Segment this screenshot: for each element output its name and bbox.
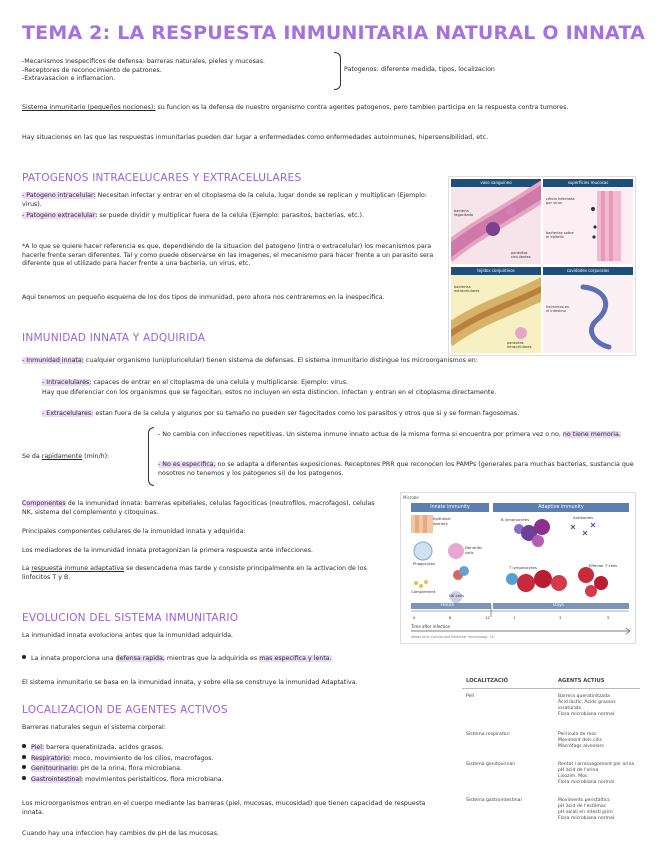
not-specific-text: no se adapta a diferentes exposiciones. Receptores PRR que reconocen los PAMPs (generales para muchas bacterias, sustancia que nosotros no tenemos y los patogenos si) de los patogenos. xyxy=(158,461,634,477)
intro-item: -Extravasacion e inflamacion. xyxy=(22,75,116,83)
panel-label: bacterias sobre el epitelio xyxy=(546,231,574,239)
bullet-dot xyxy=(22,744,26,748)
figure-label: Dendritic cells xyxy=(465,545,483,555)
figure-panel-mucosa xyxy=(543,179,633,264)
not-specific-line xyxy=(158,461,636,478)
tick: 0 xyxy=(413,615,416,620)
evolution-paragraph: La inmunidad innata evoluciona antes que la inmunidad adquirida. xyxy=(22,632,234,639)
time-axis-label: Time after infection xyxy=(411,624,451,629)
figure-label: Phagocytes xyxy=(413,561,435,566)
panel-label: bacteria fagocitada xyxy=(454,209,474,217)
panel-label: célula infectada por virus xyxy=(546,197,575,205)
extracellular-line xyxy=(42,410,612,419)
pathogen-extra-text: se puede dividir y multiplicar fuera de la celula (Ejemplo: parasitos, bacterias, etc.). xyxy=(97,212,365,219)
agent: Flora microbiana normal xyxy=(558,712,615,717)
ph-paragraph: Cuando hay una infeccion hay cambios de pH de las mucosas. xyxy=(22,830,220,837)
bullet-dot xyxy=(22,776,26,780)
intracellular-text: capaces de entrar en el citoplasma de una celula y multiplicarse. Ejemplo: virus. xyxy=(91,379,348,386)
intro-item: -Mecanismos inespecíficos de defensa: barreras naturales, pieles y mucosas. xyxy=(22,58,265,65)
intro-list xyxy=(22,58,337,84)
barriers-list xyxy=(22,744,442,784)
agent: Flora microbiana normal xyxy=(558,780,615,785)
barrier-text: pH de la orina, flora microbiana. xyxy=(78,765,182,773)
panel-label: bacterias extracelulares xyxy=(454,285,480,293)
entry-paragraph: Los microorganismos entran en el cuerpo mediante las barreras (piel, mucosas, mucosidad) que tienen capacidad de respuesta innata. xyxy=(22,800,426,816)
figure-label: B lymphocytes xyxy=(501,517,530,522)
panel-label: helmintos en el intestino xyxy=(546,305,570,313)
hours-label: Hours xyxy=(441,603,454,608)
barrier-label: Genitourinario: xyxy=(31,765,79,773)
barrier-text: movimientos peristalticos, flora microbiana. xyxy=(83,775,224,783)
barrier-table xyxy=(462,676,640,826)
intracellular-detail: Hay que diferenciar con los organismos que se fagocitan, estos no incluyen en esta distincion. Infectan y entran en el citoplasma directamente. xyxy=(42,389,497,396)
table-cell-location: Sistema respiratori xyxy=(466,732,510,737)
agent: Barrera queratinitzada xyxy=(558,694,610,699)
evo-highlight-1: defensa rapida, xyxy=(115,655,165,662)
agent: Moviments peristàltics xyxy=(558,798,610,803)
evo-mid: mientras que la adquirida es xyxy=(164,655,260,662)
intro-p1-text: su funcion es la defensa de nuestro organismo contra agentes patogenos, pero tambien participa en la respuesta contra tumores. xyxy=(155,104,569,111)
main-components: Principales componentes celulares de la inmunidad innata y adquirida: xyxy=(22,528,246,535)
evo-highlight-2: mas especifica y lenta. xyxy=(259,655,332,662)
panel-title: cavidades corporales xyxy=(543,267,633,275)
section-heading-evolution: EVOLUCION DEL SISTEMA INMUNITARIO xyxy=(22,612,239,624)
table-header: LOCALITZACIÓ xyxy=(466,678,509,684)
barrier-item xyxy=(22,744,442,753)
tick: 5 xyxy=(607,615,610,620)
figure-panel-blood-vessel xyxy=(451,179,541,264)
barrier-item xyxy=(22,765,442,774)
agent: pH àcid de l'orina xyxy=(558,768,599,773)
agent: pH alcalí en intestí prim xyxy=(558,810,613,815)
adaptive-paragraph xyxy=(22,565,392,582)
barrier-label: Gastrointestinal: xyxy=(31,775,84,783)
panel-label: parásitos intracelulares xyxy=(507,341,532,349)
pathogen-location-figure xyxy=(448,176,636,356)
rapid-word: rapidamente xyxy=(41,453,83,460)
agent: Flora microbiana normal xyxy=(558,816,615,821)
section-heading-immunity: INMUNIDAD INNATA Y ADQUIRIDA xyxy=(22,332,206,344)
table-cell-agents xyxy=(558,762,640,786)
figure-panel-connective-tissue xyxy=(451,267,541,353)
bullet-dot xyxy=(22,755,26,759)
rapid-pre: Se da xyxy=(22,453,42,460)
bullet-dot xyxy=(22,655,26,659)
intro-p1-label: Sistema inmunitario (pequeños nociones): xyxy=(22,104,156,111)
extracellular-text: estan fuera de la celula y algunos por su tamaño no pueden ser fagocitados como los parasitos y otros que si y se forman fagosomas. xyxy=(93,410,520,417)
tick: 1 xyxy=(513,615,516,620)
table-cell-location: Sistema gastrointestinal xyxy=(466,798,522,803)
agent: Pel·lícula de moc xyxy=(558,732,597,737)
section-heading-location: LOCALIZACION DE AGENTES ACTIVOS xyxy=(22,704,228,716)
no-memory-text: - No cambia con infecciones repetitivas. Un sistema inmune innato actua de la misma forma si encuentra por primera vez o no, xyxy=(158,431,563,438)
figure-label: Antibodies xyxy=(573,515,594,520)
pathogen-extra-label: - Patogeno extracelular: xyxy=(22,212,98,219)
rapid-post: (min/h): xyxy=(82,453,110,460)
adaptive-pre: La xyxy=(22,565,32,572)
mediators-paragraph: Los mediadores de la inmunidad innata protagonizan la primera respuesta ante infecciones. xyxy=(22,547,314,554)
tick: 3 xyxy=(559,615,562,620)
barrier-item xyxy=(22,755,442,764)
innate-header: Innate immunity xyxy=(411,503,489,512)
components-paragraph xyxy=(22,500,387,517)
evolution-paragraph-2: El sistema inmunitario se basa en la inmunidad innata, y sobre ella se construye la inmunidad Adaptativa. xyxy=(22,679,358,686)
pathogen-intra-label: - Patogeno intracelular: xyxy=(22,192,96,199)
figure-label: NK cells xyxy=(449,593,465,598)
barrier-item xyxy=(22,776,442,785)
table-cell-agents xyxy=(558,732,640,750)
section-heading-pathogens: PATOGENOS INTRACELUCARES Y EXTRACELULARES xyxy=(22,172,302,184)
figure-label: Effector T cells xyxy=(589,563,618,568)
components-text: de la inmunidad innata: barreras epiteliales, celulas fagociticas (neutrofilos, macrofagos), celulas NK, sistema del complemento y citoquinas. xyxy=(22,500,375,516)
pathogen-intracellular xyxy=(22,192,440,209)
intro-paragraph-2: Hay situaciones en las que las respuestas inmunitarias pueden dar lugar a enfermedades como enfermedades autoinmunes, hipersensibilidad, etc. xyxy=(22,134,489,141)
intro-item: -Receptores de reconocimiento de patrones. xyxy=(22,66,162,74)
pathogen-intra-text: Necesitan infectar y entrar en el citoplasma de la celula, lugar donde se replican y multiplican (Ejemplo: virus). xyxy=(22,192,428,208)
adaptive-post: se desencadena mas tarde y consiste principalmente en la activacion de los linfocitos T y B. xyxy=(22,565,367,581)
adaptive-underlined: respuesta inmune adaptativa xyxy=(31,565,125,572)
figure-label: T lymphocytes xyxy=(509,565,537,570)
agent: pH àcid de l'estómac xyxy=(558,804,607,809)
barrier-text: barrera queratinizada, acidos grasos. xyxy=(44,744,164,751)
evo-pre: La innata proporciona una xyxy=(31,655,116,662)
immunity-timeline-figure xyxy=(400,492,636,644)
tick: 12 xyxy=(485,615,490,620)
brace xyxy=(334,52,341,90)
barrier-label: Respiratorio: xyxy=(31,754,72,762)
components-label: Componentes xyxy=(22,500,66,507)
days-label: Days xyxy=(553,603,564,608)
brace-note: Patogenos: diferente medida, tipos, localizacion xyxy=(344,66,495,73)
panel-title: tejidos conjuntivos xyxy=(451,267,541,275)
agent: Moviment dels cilis xyxy=(558,738,602,743)
table-header: AGENTS ACTIUS xyxy=(558,678,605,684)
brace xyxy=(148,427,154,486)
rapid-label xyxy=(22,453,109,462)
extracellular-label: - Extracelulares: xyxy=(42,410,94,417)
intracellular-label: - Intracelulares: xyxy=(42,379,92,386)
tick: 6 xyxy=(449,615,452,620)
agent: Macròfags alveolars xyxy=(558,744,604,749)
intracellular-line xyxy=(42,379,632,388)
intro-paragraph-1 xyxy=(22,104,612,113)
bullet-dot xyxy=(22,765,26,769)
innate-label: - Inmunidad innata: xyxy=(22,357,84,364)
figure-label: Complement xyxy=(411,589,436,594)
pathogen-extracellular xyxy=(22,212,440,221)
evolution-bullet xyxy=(22,655,452,664)
table-cell-agents xyxy=(558,798,640,822)
innate-immunity-line xyxy=(22,357,622,366)
agent: Rentat i arrossegament per orina xyxy=(558,762,635,767)
panel-title: vaso sanguíneo xyxy=(451,179,541,187)
adaptive-header: Adaptive immunity xyxy=(493,503,629,512)
pathogen-note: *A lo que se quiere hacer referencia es que, dependiendo de la situacion del patogeno (intra o extracelular) los mecanismos para hacerle frente seran diferentes. Tal y como puede observarse en las imagenes, el mecanismo para hacer frente a un parasito sera diferente que el utilizado para hacer frente a una bacteria, un virus, etc. xyxy=(22,243,434,268)
no-memory-highlight: no tiene memoria. xyxy=(562,431,621,438)
panel-title: superficies mucosas xyxy=(543,179,633,187)
figure-tag: Microbe xyxy=(403,495,419,500)
agent: Àcid làctic, Àcids grassos insaturats xyxy=(558,700,616,711)
not-specific-label: - No es especifica, xyxy=(158,461,216,468)
table-cell-location: Sistema genitourinari xyxy=(466,762,516,767)
barrier-text: moco, movimiento de los cilios, macrofagos. xyxy=(71,754,214,762)
table-cell-agents xyxy=(558,694,640,718)
barriers-intro: Barreras naturales segun el sistema corporal: xyxy=(22,724,166,731)
panel-label: parásitos circulantes xyxy=(511,251,531,259)
figure-credit: Abbas et al: Cellular and Molecular Immunology, 7e. xyxy=(411,635,495,639)
no-memory-line xyxy=(158,431,636,440)
page-title: TEMA 2: LA RESPUESTA INMUNITARIA NATURAL O INNATA xyxy=(22,22,646,44)
figure-panel-body-cavity xyxy=(543,267,633,353)
barrier-label: Piel: xyxy=(31,744,45,751)
figure-label: Epithelial barriers xyxy=(433,516,451,526)
innate-text: cualquier organismo (uni/pluricelular) tienen sistema de defensas. El sistema inmunitario distingue los microorganismos en: xyxy=(83,357,478,364)
table-cell-location: Pell xyxy=(466,694,474,699)
agent: Lisozim, Moc xyxy=(558,774,588,779)
pathogen-summary: Aqui tenemos un pequeño esquema de los dos tipos de inmunidad, pero ahora nos centraremos en la inespecifica. xyxy=(22,294,385,301)
